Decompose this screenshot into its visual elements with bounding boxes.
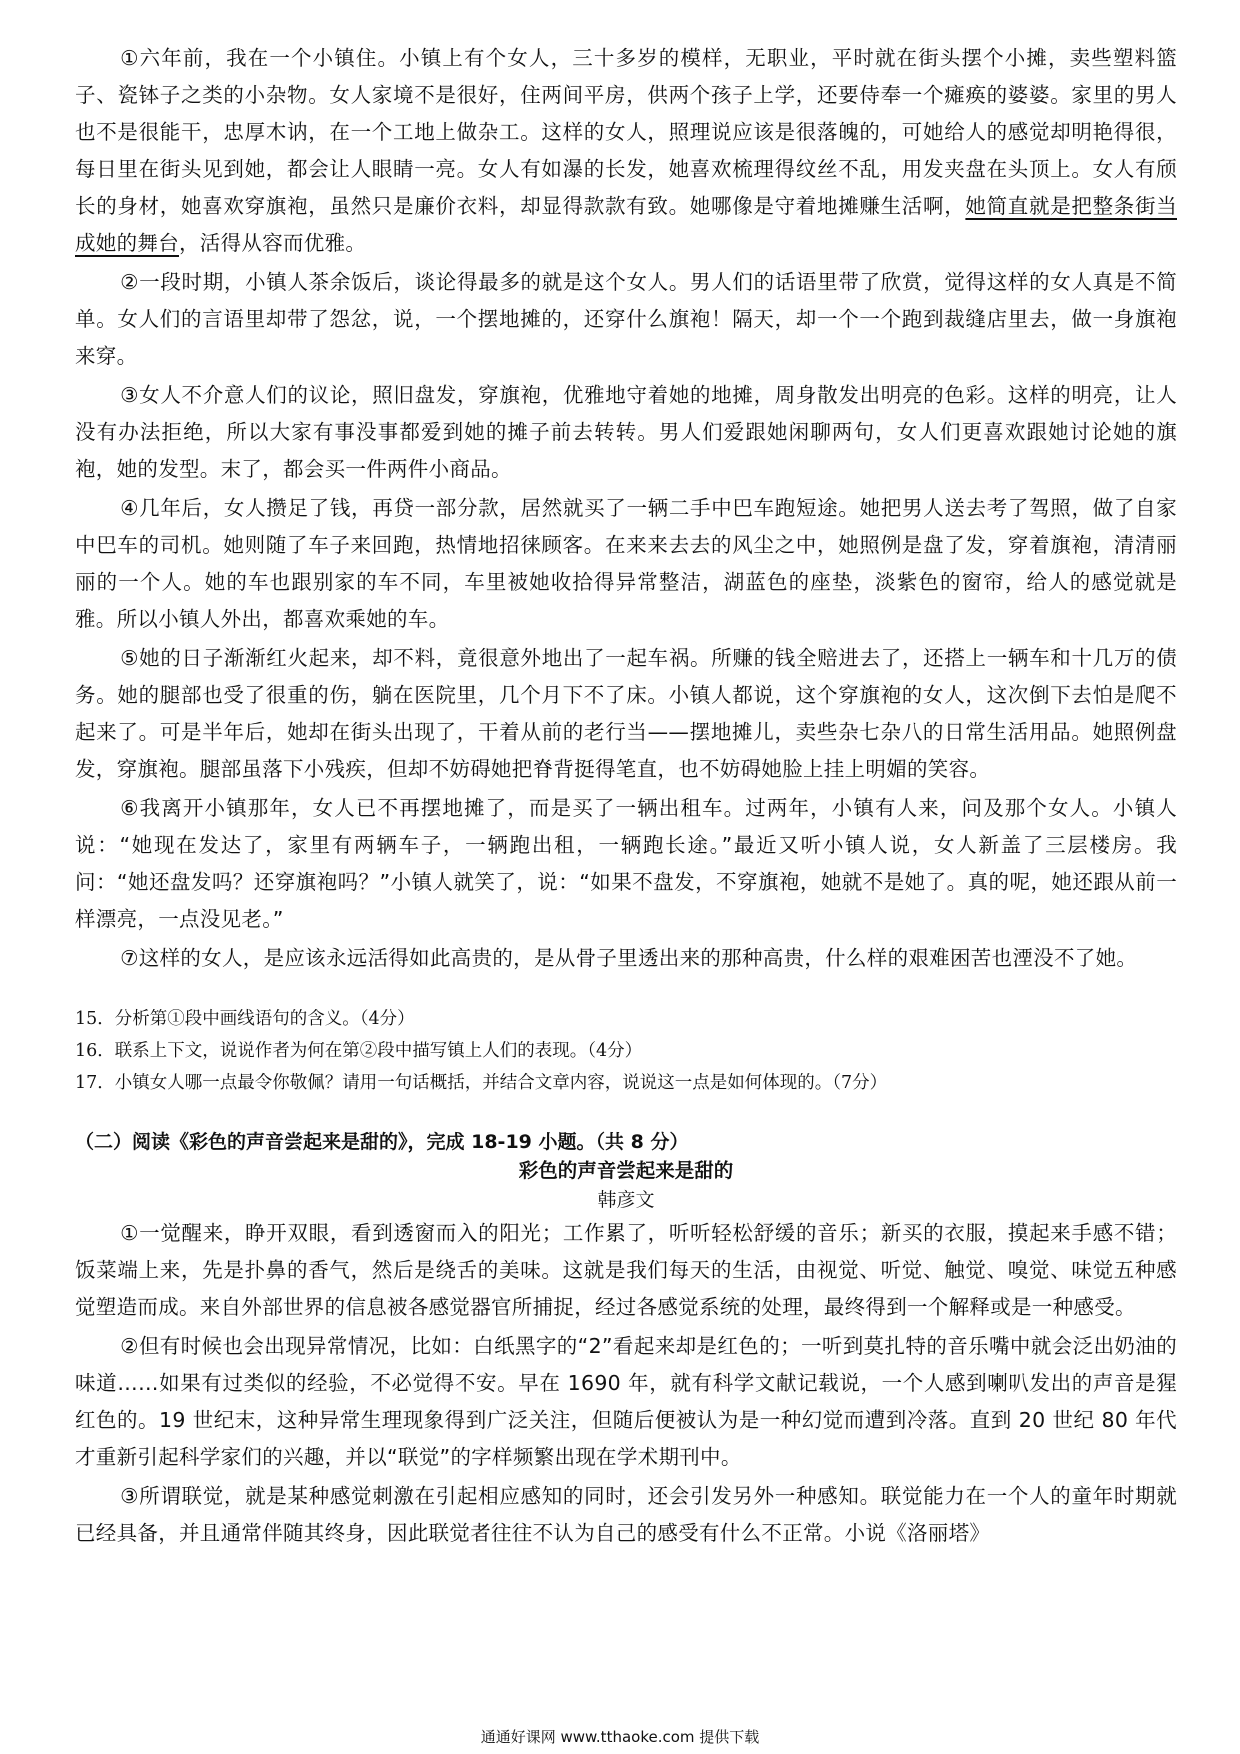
story-paragraph-4: ④几年后，女人攒足了钱，再贷一部分款，居然就买了一辆二手中巴车跑短途。她把男人送去考了驾照，做了自家中巴车的司机。她则随了车子来回跑，热情地招徕顾客。在来来去去的风尘之中，她照例是盘了发，穿着旗袍，清清丽丽的一个人。她的车也跟别家的车不同，车里被她收拾得异常整洁，湖蓝色的座垫，淡紫色的窗帘，给人的感觉就是雅。所以小镇人外出，都喜欢乘她的车。 xyxy=(75,496,1177,631)
paragraph-1-text: ①六年前，我在一个小镇住。小镇上有个女人，三十多岁的模样，无职业，平时就在街头摆个小摊，卖些塑料篮子、瓷钵子之类的小杂物。女人家境不是很好，住两间平房，供两个孩子上学，还要侍奉一个瘫痪的婆婆。家里的男人也不是很能干，忠厚木讷，在一个工地上做杂工。这样的女人，照理说应该是很落魄的，可她给人的感觉却明艳得很，每日里在街头见到她，都会让人眼睛一亮。女人有如瀑的长发，她喜欢梳理得纹丝不乱，用发夹盘在头顶上。女人有颀长的身材，她喜欢穿旗袍，虽然只是廉价衣料，却显得款款有致。她哪像是守着地摊赚生活啊， xyxy=(75,46,1177,218)
question-15: 15．分析第①段中画线语句的含义。（4分） xyxy=(75,1009,415,1029)
page-footer: 通通好课网 www.tthaoke.com 提供下载 xyxy=(480,1728,760,1746)
underlined-sentence: 她简直就是把整条街当成她的舞台 xyxy=(75,194,1177,255)
section-heading: （二）阅读《彩色的声音尝起来是甜的》，完成 18-19 小题。（共 8 分） xyxy=(75,1131,689,1153)
story-paragraph-6: ⑥我离开小镇那年，女人已不再摆地摊了，而是买了一辆出租车。过两年，小镇有人来，问及那个女人。小镇人说：“她现在发达了，家里有两辆车子，一辆跑出租，一辆跑长途。”最近又听小镇人说，女人新盖了三层楼房。我问：“她还盘发吗？还穿旗袍吗？”小镇人就笑了，说：“如果不盘发，不穿旗袍，她就不是她了。真的呢，她还跟从前一样漂亮，一点没见老。” xyxy=(75,796,1177,931)
article-title: 彩色的声音尝起来是甜的 xyxy=(518,1159,734,1182)
article-paragraph-2: ②但有时候也会出现异常情况，比如：白纸黑字的“2”看起来却是红色的；一听到莫扎特的音乐嘴中就会泛出奶油的味道……如果有过类似的经验，不必觉得不安。早在 1690 年，就有科学文献记载说，一个人感到喇叭发出的声音是猩红色的。19 世纪末，这种异常生理现象得到广泛关注，但随后便被认为是一种幻觉而遭到冷落。直到 20 世纪 80 年代才重新引起科学家们的兴趣，并以“联觉”的字样频繁出现在学术期刊中。 xyxy=(75,1334,1177,1469)
story-text xyxy=(75,40,1177,977)
document-page xyxy=(75,40,1177,1552)
question-list xyxy=(75,1003,1177,1099)
article-paragraph-1: ①一觉醒来，睁开双眼，看到透窗而入的阳光；工作累了，听听轻松舒缓的音乐；新买的衣服，摸起来手感不错；饭菜端上来，先是扑鼻的香气，然后是绕舌的美味。这就是我们每天的生活，由视觉、听觉、触觉、嗅觉、味觉五种感觉塑造而成。来自外部世界的信息被各感觉器官所捕捉，经过各感觉系统的处理，最终得到一个解释或是一种感受。 xyxy=(75,1221,1177,1319)
story-paragraph-2: ②一段时期，小镇人茶余饭后，谈论得最多的就是这个女人。男人们的话语里带了欣赏，觉得这样的女人真是不简单。女人们的言语里却带了怨忿，说，一个摆地摊的，还穿什么旗袍！隔天，却一个一个跑到裁缝店里去，做一身旗袍来穿。 xyxy=(75,270,1177,368)
question-17: 17．小镇女人哪一点最令你敬佩？请用一句话概括，并结合文章内容，说说这一点是如何体现的。（7分） xyxy=(75,1073,888,1093)
story-paragraph-3: ③女人不介意人们的议论，照旧盘发，穿旗袍，优雅地守着她的地摊，周身散发出明亮的色彩。这样的明亮，让人没有办法拒绝，所以大家有事没事都爱到她的摊子前去转转。男人们爱跟她闲聊两句，女人们更喜欢跟她讨论她的旗袍，她的发型。末了，都会买一件两件小商品。 xyxy=(75,383,1177,481)
story-paragraph-1 xyxy=(75,40,1177,262)
article-author: 韩彦文 xyxy=(597,1189,655,1211)
article-paragraph-3: ③所谓联觉，就是某种感觉刺激在引起相应感知的同时，还会引发另外一种感知。联觉能力在一个人的童年时期就已经具备，并且通常伴随其终身，因此联觉者往往不认为自己的感受有什么不正常。小说《洛丽塔》 xyxy=(75,1484,1177,1545)
story-paragraph-5: ⑤她的日子渐渐红火起来，却不料，竟很意外地出了一起车祸。所赚的钱全赔进去了，还搭上一辆车和十几万的债务。她的腿部也受了很重的伤，躺在医院里，几个月下不了床。小镇人都说，这个穿旗袍的女人，这次倒下去怕是爬不起来了。可是半年后，她却在街头出现了，干着从前的老行当——摆地摊儿，卖些杂七杂八的日常生活用品。她照例盘发，穿旗袍。腿部虽落下小残疾，但却不妨碍她把脊背挺得笔直，也不妨碍她脸上挂上明媚的笑容。 xyxy=(75,646,1177,781)
paragraph-1-ending: ，活得从容而优雅。 xyxy=(179,231,367,255)
story-paragraph-7: ⑦这样的女人，是应该永远活得如此高贵的，是从骨子里透出来的那种高贵，什么样的艰难困苦也湮没不了她。 xyxy=(120,946,1138,970)
article-text xyxy=(75,1215,1177,1552)
question-16: 16．联系上下文，说说作者为何在第②段中描写镇上人们的表现。（4分） xyxy=(75,1041,643,1061)
